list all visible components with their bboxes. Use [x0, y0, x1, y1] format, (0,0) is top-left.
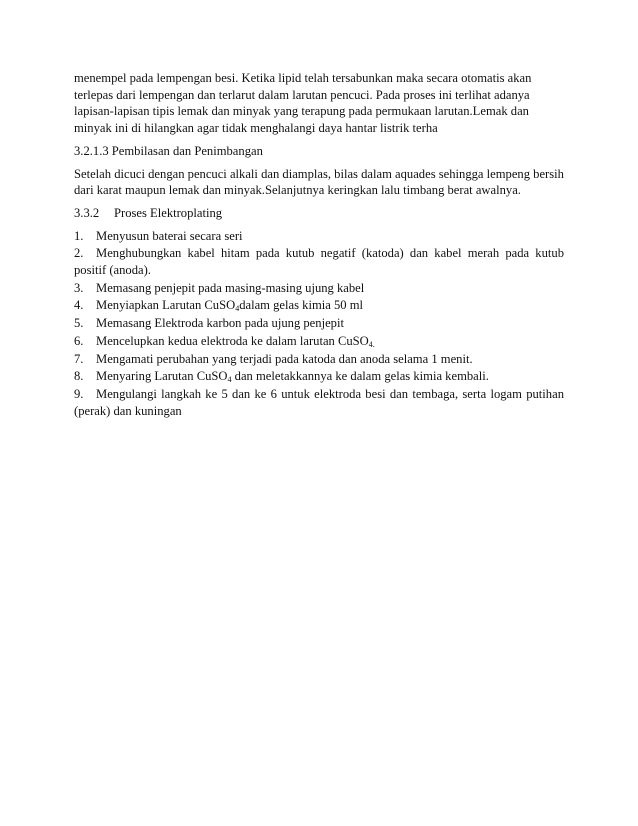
section-heading: [74, 205, 564, 222]
section-title: Proses Elektroplating: [114, 205, 223, 220]
step-text: Menghubungkan kabel hitam pada kutub negatif (katoda) dan kabel merah pada kutub positif (anoda).: [74, 246, 564, 278]
list-item: [74, 351, 564, 368]
step-text: Menyiapkan Larutan CuSO: [96, 298, 236, 313]
step-text: Memasang penjepit pada masing-masing ujung kabel: [96, 280, 365, 295]
step-number: 4.: [74, 298, 84, 313]
list-item: [74, 228, 564, 245]
text-line: dari karat maupun lemak dan minyak.Selanjutnya keringkan lalu timbang berat awalnya.: [74, 183, 521, 198]
step-text: Memasang Elektroda karbon pada ujung penjepit: [96, 316, 344, 331]
list-item: [74, 280, 564, 297]
step-number: 5.: [74, 316, 84, 331]
subscript: 4.: [368, 339, 375, 349]
step-text-after: dan meletakkannya ke dalam gelas kimia kembali.: [231, 369, 489, 384]
step-text-after: dalam gelas kimia 50 ml: [239, 298, 364, 313]
list-item: [74, 297, 564, 314]
list-item: [74, 315, 564, 332]
subscript: 4: [235, 304, 240, 314]
document-page: [74, 70, 564, 420]
step-text: Menyaring Larutan CuSO: [96, 369, 228, 384]
step-number: 1.: [74, 228, 84, 243]
step-text: Menyusun baterai secara seri: [96, 228, 243, 243]
list-item: [74, 368, 564, 385]
text-line: terlepas dari lempengan dan terlarut dalam larutan pencuci. Pada proses ini terlihat adanya: [74, 87, 530, 102]
step-number: 8.: [74, 369, 84, 384]
subsection-heading: 3.2.1.3 Pembilasan dan Penimbangan: [74, 143, 263, 158]
list-item: [74, 333, 564, 350]
step-number: 9.: [74, 386, 84, 401]
list-item: [74, 386, 564, 419]
text-line: Setelah dicuci dengan pencuci alkali dan diamplas, bilas dalam aquades sehingga lempeng bersih: [74, 166, 564, 181]
step-text: Mengamati perubahan yang terjadi pada katoda dan anoda selama 1 menit.: [96, 351, 473, 366]
steps-list: [74, 228, 564, 420]
text-line: menempel pada lempengan besi. Ketika lipid telah tersabunkan maka secara otomatis akan: [74, 71, 532, 85]
step-text: Mengulangi langkah ke 5 dan ke 6 untuk elektroda besi dan tembaga, serta logam putihan (perak) dan kuningan: [74, 386, 564, 418]
paragraph-rinse: [74, 166, 564, 199]
paragraph-continuation: [74, 70, 564, 137]
step-number: 6.: [74, 333, 84, 348]
step-text: Mencelupkan kedua elektroda ke dalam larutan CuSO: [96, 333, 369, 348]
step-number: 3.: [74, 280, 84, 295]
section-number: 3.3.2: [74, 205, 100, 220]
text-line: minyak ini di hilangkan agar tidak menghalangi daya hantar listrik terha: [74, 121, 438, 136]
subscript: 4: [227, 375, 232, 385]
list-item: [74, 245, 564, 278]
step-number: 7.: [74, 351, 84, 366]
text-line: lapisan-lapisan tipis lemak dan minyak yang terapung pada permukaan larutan.Lemak dan: [74, 104, 529, 119]
step-number: 2.: [74, 246, 84, 261]
